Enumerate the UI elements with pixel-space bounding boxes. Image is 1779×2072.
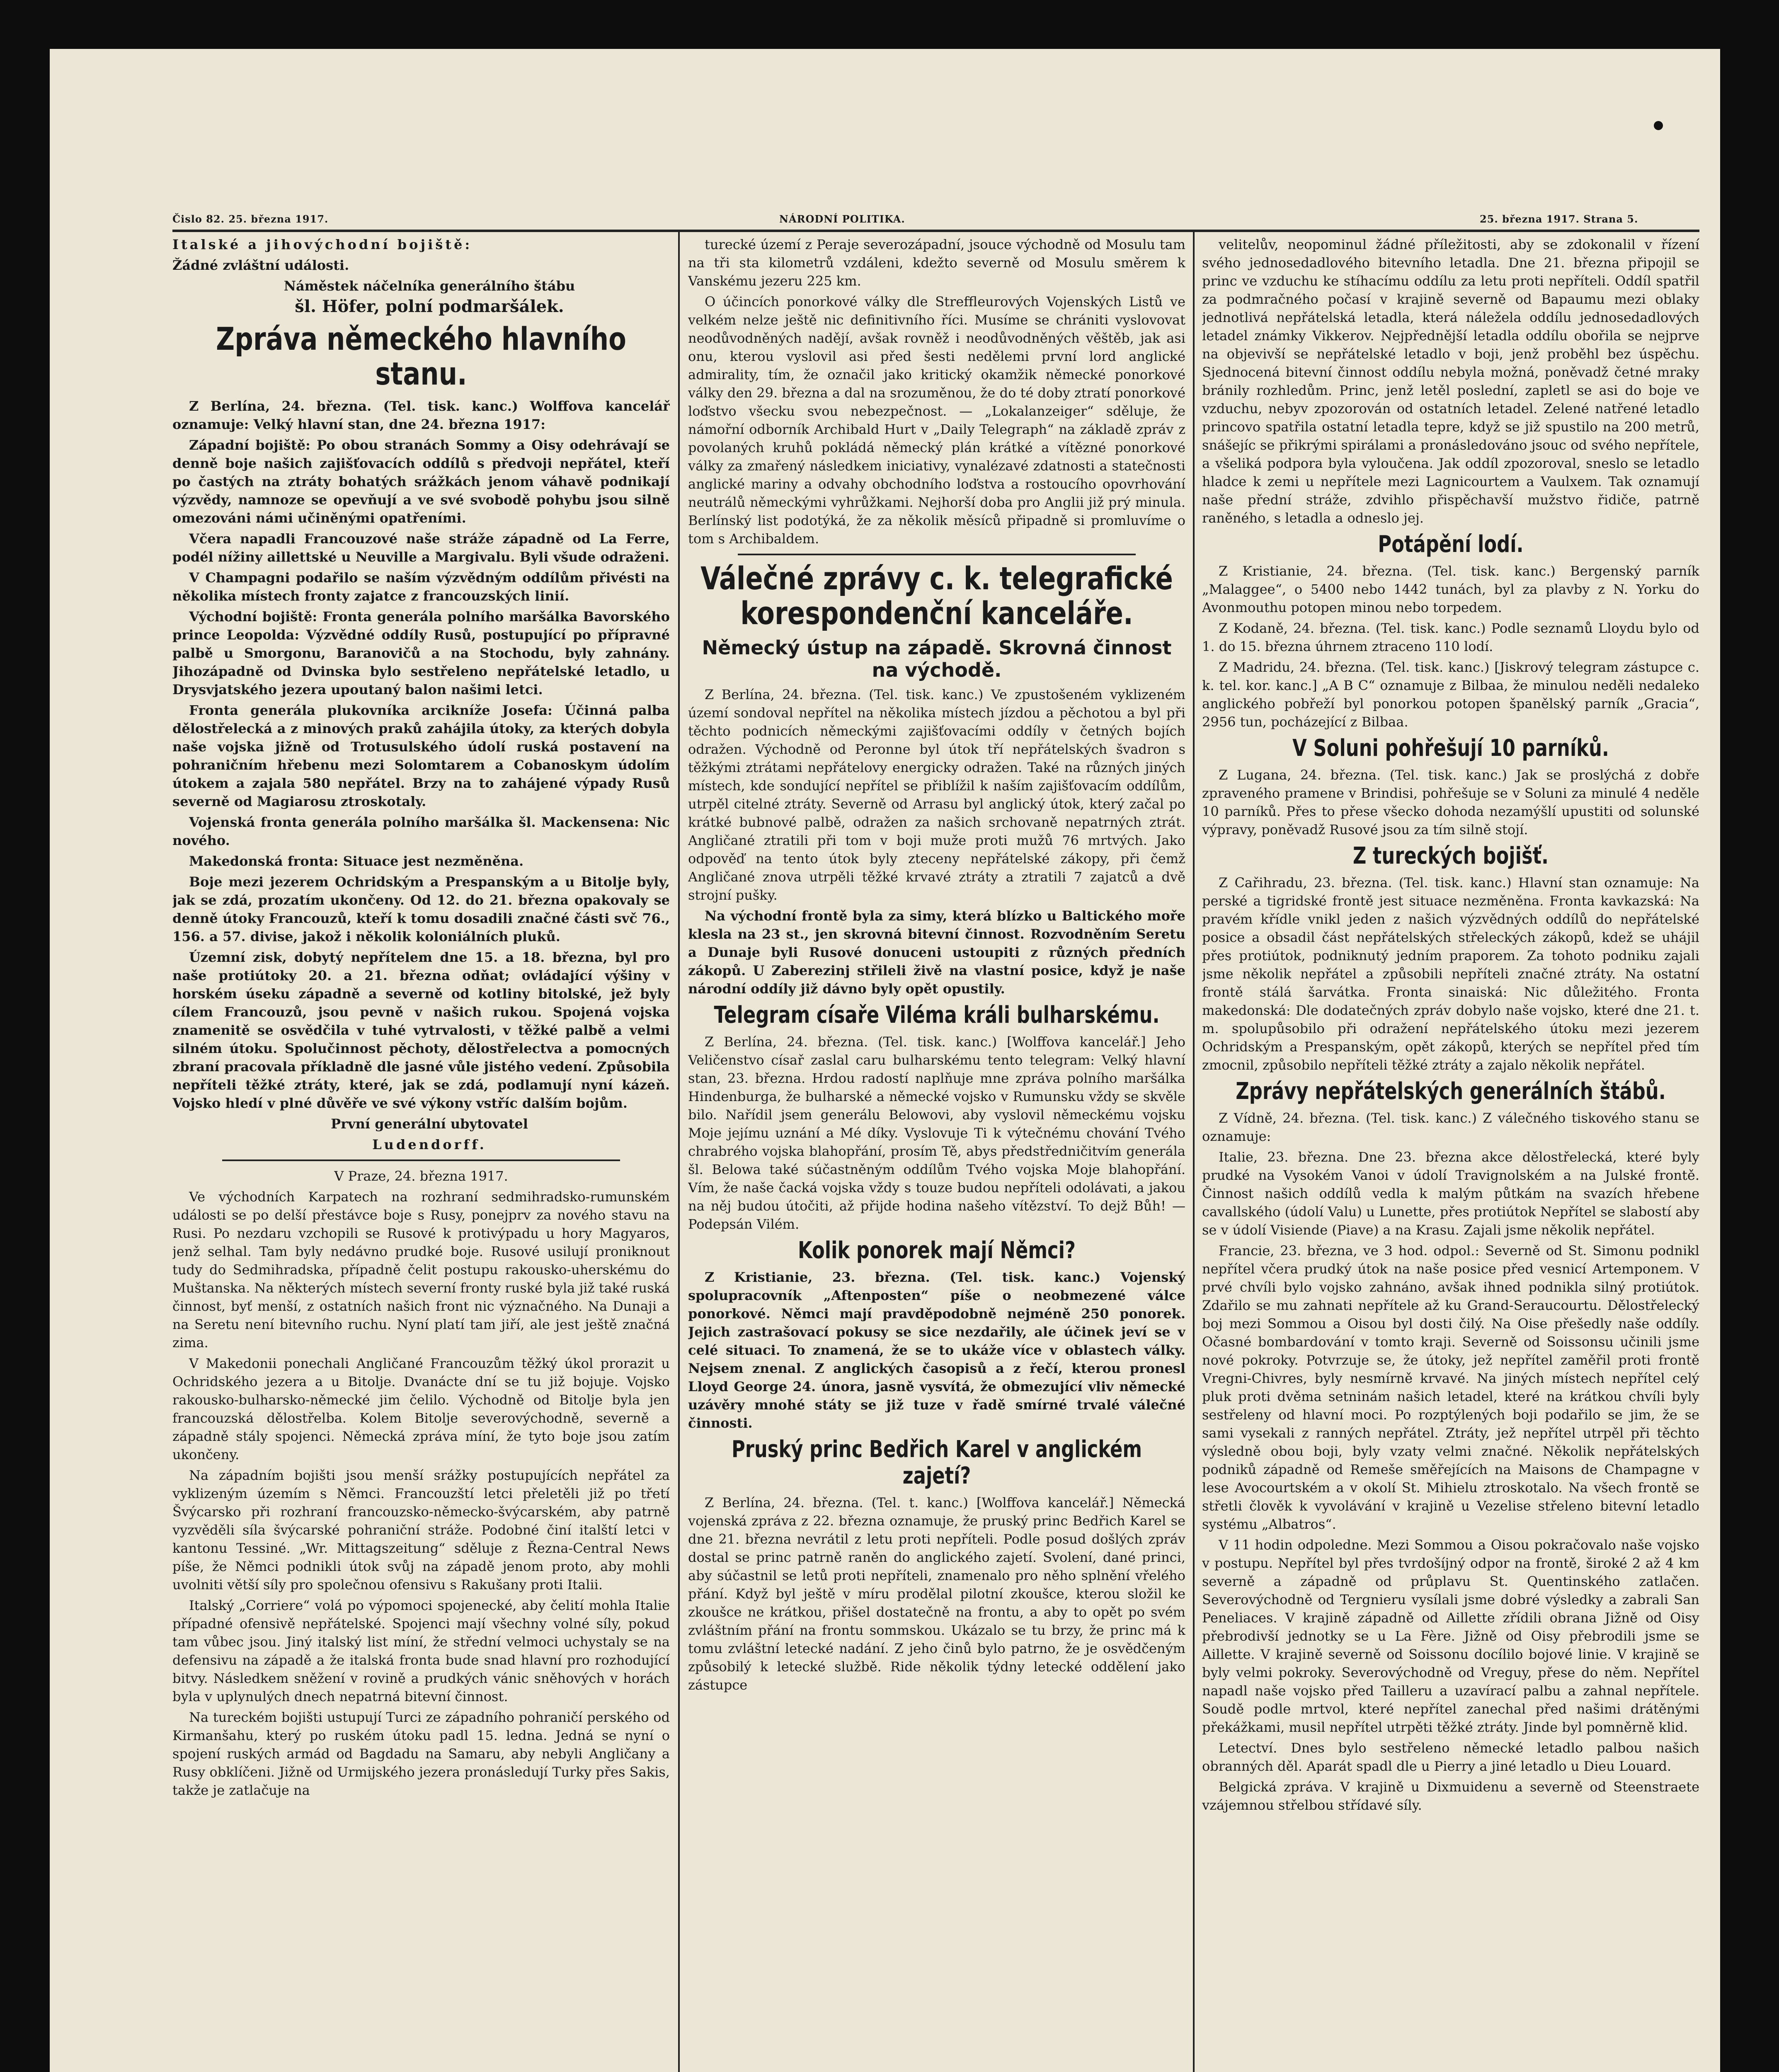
separator (222, 1159, 620, 1161)
newspaper-page (50, 49, 1720, 2072)
paragraph: Francie, 23. března, ve 3 hod. odpol.: Severně od St. Simonu podnikl nepřítel včera prudký útok na naše posice před vesnicí Artemponem. V prvé chvíli bylo vojsko zahnáno, avšak ihned podnikla silný protiútok. Zdařilo se mu zahnati nepřítele až ku Grand-Seraucourtu. Dělostřelecký boj mezi Sommou a Oisou byl dosti čilý. Na Oise přešedly naše oddíly. Očasné bombardování v tomto kraji. Severně od Soissonsu učinili jsme nové pokroky. Potvrzuje se, že útoky, jež nepřítel zaměřil proti frontě Vregni-Chivres, byly nesmírně krvavé. Na jiných místech nepřítel celý pluk proti dvěma setninám našich letadel, které na krátkou chvíli byly sestřeleny od hlavní moci. Po rozptýlených boji podařilo se jim, že se sami vysekali z ranných nepřátel. Ztráty, jež nepřítel utrpěl při těchto výsledně obou boji, byly vzaty velmi značné. Několik nepřátelských podniků západně od Remeše směřejících na Maisons de Champagne v lese Avocourtském a v okolí St. Mihielu ztroskotalo. Na všech frontě se střetli člověk k vyvolávání v krajině u Vezelise střeleno bitevní letadlo systému „Albatros“. (1202, 1243, 1699, 1532)
paragraph: Na východní frontě byla za simy, která blízko u Baltického moře klesla na 23 st., jen skrovná bitevní činnost. Rozvodněním Seretu a Dunaje byli Rusové donuceni ustoupiti z různých předních zákopů. U Zaberezinj střileli živě na vlastní posice, když je naše národní oddíly již dávno byly opět opustily. (688, 908, 1185, 997)
paragraph: Z Kristianie, 23. března. (Tel. tisk. kanc.) Vojenský spolupracovník „Aftenposten“ píše o neobmezené válce ponorkové. Němci mají pravděpodobně nejméně 250 ponorek. Jejich zastrašovací pokusy se sice nezdařily, ale účinek jeví se v celé situaci. To znamená, že se to ukáže více v oblastech války. Nejsem znenal. Z anglických časopisů a z řečí, kterou pronesl Lloyd George 24. února, jasně vysvítá, že obmezující vliv německé uzávěry mnohé státy se již tuze v řadě smírné trvalé válečné činnosti. (688, 1269, 1185, 1431)
article-title: Kolik ponorek mají Němci? (798, 1237, 1076, 1264)
column-1 (172, 235, 670, 2072)
header-rule (172, 230, 1699, 232)
paragraph: Na západním bojišti jsou menší srážky postupujících nepřátel za vyklizeným územím s Němci. Francouzští letci přeletěli již po třetí Švýcarsko při rozhraní francouzsko-německo-švýcarském, aby patrně vyzvěděli síla švýcarské pohraniční stráže. Podobné činí italští letci v kantonu Tessiné. „Wr. Mittagszeitung“ sděluje z Řezna-Central News píše, že Němci podnikli útok svůj na západě jenom proto, aby mohli uvolniti větší síly pro společnou ofensivu s Rakušany proti Italii. (172, 1467, 670, 1593)
paragraph: V Makedonii ponechali Angličané Francouzům těžký úkol prorazit u Ochridského jezera a u Bitolje. Dvanácte dní se tu již bojuje. Vojsko rakousko-bulharsko-německé jim čelilo. Východně od Bitolje byla jen francouzská dělostřelba. Kolem Bitolje severovýchodně, severně a západně stály spojenci. Německá zpráva míní, že tyto boje jsou zatím ukončeny. (172, 1356, 670, 1462)
paragraph: Z Madridu, 24. března. (Tel. tisk. kanc.) [Jiskrový telegram zástupce c. k. tel. kor. kanc.] „A B C“ oznamuje z Bilbaa, že minulou neděli nedaleko anglického pobřeží byl ponorkou potopen španělský parník „Gracia“, 2956 tun, pocházející z Bilbaa. (1202, 659, 1699, 730)
paragraph: turecké území z Peraje severozápadní, jsouce východně od Mosulu tam na tři sta kilometrů vzdáleni, kdežto severně od Mosulu směrem k Vanskému jezeru 225 km. (688, 237, 1185, 289)
article-title: Zpráva německého hlavního stanu. (216, 320, 626, 392)
paragraph: Boje mezi jezerem Ochridským a Prespanským a u Bitolje byly, jak se zdá, prozatím ukončeny. Od 12. do 21. března opakovaly se denně útoky Francouzů, kteří k tomu dosadili značné části svč 76., 156. a 57. divise, jakož i několik koloniálních pluků. (172, 874, 670, 944)
paragraph: V 11 hodin odpoledne. Mezi Sommou a Oisou pokračovalo naše vojsko v postupu. Nepřítel byl přes tvrdošíjný odpor na frontě, široké 2 až 4 km severně a západně od průplavu St. Quentinského zatlačen. Severovýchodně od Tergnieru vysílali jsme dobré výsledky a zabrali San Peneliaces. V krajině západně od Aillette zřídili obrana Jižně od Oisy přebrodivší jednotky se u La Fère. Jižně od Oisy přebrodili jsme se Aillette. V krajině severně od Soissonu docílilo bojové linie. V krajině se byly velmi pokroky. Severovýchodně od Vreguy, přese do něm. Nepřítel napadl naše vojsko před Tailleru a uzavírací palbu a zahnal nepřítele. Soudě podle mrtvol, které nepřítel zanechal před našimi drátěnými překážkami, musil nepřítel utrpěti těžké ztráty. Jinde byl pomněrně klid. (1202, 1537, 1699, 1735)
separator (738, 554, 1136, 555)
paragraph: Z Berlína, 24. března. (Tel. tisk. kanc.) [Wolffova kancelář.] Jeho Veličenstvo císař zaslal caru bulharskému tento telegram: Velký hlavní stan, 23. března. Hrdou radostí naplňuje mne zpráva polního maršálka Hindenburga, že bulharské a německé vojsko v Rumunsku vždy se skvěle bilo. Nařídil jsem generálu Belowovi, aby vyslovil německému vojsku Moje jejímu uznání a Mé díky. Vyslovuje Ti k výtečnému chování Tvého chrabrého vojska blahopřání, prosím Tě, abys předstředničitvím generála šl. Belowa také súčastněným oddílům Tvého vojska Moje blahopřání. Vím, že naše čacká vojska vždy s touze budou nepříteli odolávati, a jakou na něj budou útočiti, až přijde hodina našeho vítězství. To dejž Bůh! — Podepsán Vilém. (688, 1034, 1185, 1232)
paragraph: Z Lugana, 24. března. (Tel. tisk. kanc.) Jak se proslýchá z dobře zpraveného pramene v Brindisi, pohřešuje se v Soluni za minulé 4 neděle 10 parníků. Přes to přese všecko dohoda nezamýšlí upustiti od solunské výpravy, poněvadž Rusové jsou za tím silně stojí. (1202, 767, 1699, 838)
paragraph: Západní bojiště: Po obou stranách Sommy a Oisy odehrávají se denně boje našich zajišťovacích oddílů s předvoji nepřátel, kteří po častých na ztráty bohatých srážkách jenom váhavě podnikají výzvědy, namnoze se opevňují a ve své svobodě pohybu jsou silně omezováni námi učiněnými opatřeními. (172, 437, 670, 526)
scan-speck (1654, 121, 1663, 130)
masthead: NÁRODNÍ POLITIKA. (779, 213, 905, 225)
paragraph: Východní bojiště: Fronta generála polního maršálka Bavorského prince Leopolda: Výzvědné oddíly Rusů, postupující po přípravné palbě u Smorgonu, Baranovičů a na Stochodu, byly zahnány. Jihozápadně od Dvinska bylo sestřeleno nepřátelské letadlo, u Drysvjatského jezera upoutaný balon našimi letci. (172, 609, 670, 697)
paragraph: Letectví. Dnes bylo sestřeleno německé letadlo palbou našich obranných děl. Aparát spadl dle u Pierry a jiné letadlo u Dieu Louard. (1202, 1740, 1699, 1774)
paragraph: O účincích ponorkové války dle Streffleurových Vojenských Listů ve velkém nelze ještě nic definitivního říci. Musíme se chrániti vyslovovat neodůvodněných nadějí, avšak rovněž i neodůvodněných věštěb, jak asi onu, kterou vyslovil asi před šesti nedělemi první lord anglické admirality, tím, že označil jako kritický okamžik německé ponorkové války den 29. března a dal na srozuměnou, že do té doby ztratí ponorkové loďstvo všecku svou nebezpečnost. — „Lokalanzeiger“ sděluje, že námořní odborník Archibald Hurt v „Daily Telegraph“ na základě zpráv z povolaných kruhů pokládá německý plán krátké a vítězné ponorkové války za zmařený následkem iniciativy, vynalézavé zdatnosti a statečnosti anglické mariny a odvahy obchodního loďstva a rostoucího opovrhování neutrálů německými vyhrůžkami. Nejhorší doba pro Anglii již prý minula. Berlínský list podotýká, že za několik měsíců připadně si promluvíme o tom s Archibaldem. (688, 294, 1185, 547)
lead-heading: Italské a jihovýchodní bojiště: (172, 237, 473, 252)
paragraph: Včera napadli Francouzové naše stráže západně od La Ferre, podél nížiny aillettské u Neuville a Margivalu. Byli všude odraženi. (172, 531, 670, 565)
header-left: Čislo 82. 25. března 1917. (172, 213, 329, 225)
paragraph: Makedonská fronta: Situace jest nezměněna. (189, 853, 524, 869)
signature-name: Ludendorff. (372, 1137, 487, 1152)
signature-name: šl. Höfer, polní podmaršálek. (295, 297, 564, 316)
column-divider (678, 231, 680, 2072)
paragraph: Z Kristianie, 24. března. (Tel. tisk. kanc.) Bergenský parník „Malaggee“, o 5400 nebo 1442 tunách, byl za plavby z N. Yorku do Avonmouthu potopen minou nebo torpedem. (1202, 563, 1699, 615)
signature-title: První generální ubytovatel (331, 1116, 528, 1132)
paragraph: Belgická zpráva. V krajině u Dixmuidenu a severně od Steenstraete vzájemnou střelbou střídavé síly. (1202, 1779, 1699, 1813)
signature-title: Náměstek náčelníka generálního štábu (284, 278, 575, 294)
article-title: Německý ústup na západě. Skrovná činnost na východě. (702, 637, 1172, 681)
paragraph: Z Berlína, 24. března. (Tel. t. kanc.) [Wolffova kancelář.] Německá vojenská zpráva z 22. března oznamuje, že pruský princ Bedřich Karel se dne 21. března nevrátil z letu proti nepříteli. Podle posud došlých zpráv dostal se princ patrně raněn do anglického zajetí. Svolení, dané princi, aby súčastnil se letů proti nepříteli, znamenalo pro něho splnění vřelého přání. Když byl ještě v míru prodělal pilotní zkoušce, kterou složil ke zkoušce ne krátkou, přišel dostatečně na frontu, a aby to opět po svém zvláštním přání na frontu sommskou. Ukázalo se tu brzy, že princ má k tomu zvláštní letecké nadání. Z jeho činů bylo patrno, že je osvědčeným způsobilý k letecké službě. Ride několik týdny letecké oddělení jako zástupce (688, 1495, 1185, 1693)
lead-text: Žádné zvláštní události. (172, 257, 349, 273)
paragraph: Italie, 23. března. Dne 23. března akce dělostřelecká, které byly prudké na Vysokém Vanoi v údolí Travignolském a na Julské frontě. Činnost našich oddílů vedla k malým půtkám na svazích hřebene cavallského (údolí Valu) u Lunette, přes protiútok Nepřítel se slabostí aby se v údolí Visiende (Piave) a na Krasu. Zajali jsme několik nepřátel. (1202, 1149, 1699, 1238)
paragraph: Na tureckém bojišti ustupují Turci ze západního pohraničí perského od Kirmanšahu, který po ruském útoku padl 15. ledna. Jedná se nyní o spojení ruských armád od Bagdadu na Samaru, aby nebyli Angličany a Rusy obklíčeni. Jižně od Urmijského jezera pronásledují Turky přes Sakis, takže je zatlačuje na (172, 1709, 670, 1798)
paragraph: Fronta generála plukovníka arcikníže Josefa: Účinná palba dělostřelecká a z minových praků zahájila útoky, za kterých dobyla naše vojska jižně od Trotusulského údolí ruská postavení na pohraničním hřebenu mezi Solomtarem a Cobanoskym údolím útokem a zajala 580 nepřátel. Brzy na to zahájené výpady Rusů severně od Magiarosu ztroskotaly. (172, 702, 670, 809)
column-divider (1193, 231, 1195, 2072)
column-2 (688, 235, 1185, 2072)
article-title: Z tureckých bojišť. (1352, 842, 1549, 869)
paragraph: Územní zisk, dobytý nepřítelem dne 15. a 18. března, byl pro naše protiútoky 20. a 21. března odňat; ovládající výšiny v horském úseku západně a severně od kotliny bitolské, jež byly cílem Francouzů, jsou pevně v našich rukou. Spojená vojska znamenitě se osvědčila v tuhé vytrvalosti, v těžké palbě a velmi silném útoku. Spolučinnost pěchoty, dělostřelectva a pomocných zbraní pracovala příkladně dle jasné vůle jistého vedení. Způsobila nepříteli těžké ztráty, které, jak se zdá, podlamují nyní kázeň. Vojsko hledí v plné důvěře ve své výkony vstříc dalším bojům. (172, 949, 670, 1111)
section-title: Válečné zprávy c. k. telegrafické korespondenční kanceláře. (700, 560, 1173, 632)
dateline: V Praze, 24. března 1917. (334, 1168, 508, 1184)
header-right: 25. března 1917. Strana 5. (1480, 213, 1638, 225)
paragraph: velitelův, neopominul žádné příležitosti, aby se zdokonalil v řízení svého jednosedadlového bitevního letadla. Dne 21. března připojil se princ ve vzduchu ke stíhacímu oddílu za letu proti nepříteli. Oddíl spatřil za podmračného počasí v krajině severně od Bapaumu mezi oblaky jednotlivá nepřátelská letadla, která náležela oddílu jednosedadlových letadel známky Vikkerov. Nejpřednější letadla oddílu obořila se nejprve na objevivší se nepřátelské letadlo v boji, jenž proběhl bez úspěchu. Sjednocená bitevní činnost oddílu nebyla možná, poněvadž četné mraky bránily rozhledům. Princ, jenž letěl poslední, zapletl se asi do boje ve vzduchu, nebyv zpozorován od ostatních letadel. Zelené natřené letadlo princovo spatřila ostatní letadla tepre, když se již spustilo na 200 metrů, snášejíc se přikrými spirálami a pronásledováno jsouc od svého nepřítele, a všeliká podpora byla vyloučena. Jak oddíl zpozoroval, sneslo se letadlo hladce k zemi u nepřítele mezi Lagnicourtem a Vaulxem. Tak oznamují naše přední stráže, zdvihlo přispěchavší mužstvo řidiče, patrně raněného, s letadla a odneslo jej. (1202, 237, 1699, 526)
paragraph: Z Vídně, 24. března. (Tel. tisk. kanc.) Z válečného tiskového stanu se oznamuje: (1202, 1110, 1699, 1144)
paragraph: Z Berlína, 24. března. (Tel. tisk. kanc.) Wolffova kancelář oznamuje: Velký hlavní stan, dne 24. března 1917: (172, 398, 670, 432)
paragraph: Z Cařihradu, 23. března. (Tel. tisk. kanc.) Hlavní stan oznamuje: Na perské a tigridské frontě jest situace nezměněna. Fronta kavkazská: Na pravém křídle vnikl jeden z našich výzvědných oddílů do nepřátelské posice a obsadil část nepřátelských střeleckých zákopů, kdež se uhájil přes protiútok, podniknutý jedním praporem. Za tohoto podniku zajali jsme několik nepřátel a způsobili nepříteli značné ztráty. Na ostatní frontě stálá šarvátka. Fronta sinaiská: Nic důležitého. Fronta makedonská: Dle dodatečných zpráv dobylo naše vojsko, které dne 21. t. m. spolupůsobilo při odražení nepřátelského útoku mezi jezerem Ochridským a Prespanským, opět zákopů, kterých se nepřítel před tím zmocnil, způsobilo nepříteli těžké ztráty a zajalo několik nepřátel. (1202, 875, 1699, 1073)
article-title: Pruský princ Bedřich Karel v anglickém zajetí? (731, 1436, 1142, 1489)
paragraph: Italský „Corriere“ volá po výpomoci spojenecké, aby čelití mohla Italie případné ofensivě nepřátelské. Spojenci mají všechny volné síly, pokud tam vůbec jsou. Jiný italský list míní, že střední velmoci uchystaly se na defensivu na západě a že italská fronta bude snad hlavní pro rozhodující bitvy. Následkem sněžení v rovině a prudkých vánic sněhových v horách byla v uplynulých dnech nepatrná bitevní činnost. (172, 1598, 670, 1704)
paragraph: V Champagni podařilo se naším výzvědným oddílům přivésti na několika místech fronty zajatce z francouzských linií. (172, 570, 670, 604)
article-title: V Soluni pohřešují 10 parníků. (1292, 735, 1609, 762)
paragraph: Z Berlína, 24. března. (Tel. tisk. kanc.) Ve zpustošeném vyklizeném území sondoval nepřítel na několika místech jízdou a pěchotou a byl při těchto podnicích německými zajišťovacími oddíly v četných bojích odražen. Východně od Peronne byl útok tří nepřátelských švadron s těžkými ztrátami nepřátelovy energicky odražen. Také na různých jiných místech, kde sondující nepřítel se přiblížil k naším zajišťovacím oddílům, utrpěl citelné ztráty. Severně od Arrasu byl anglický útok, který začal po krátké bubnové palbě, odražen za našich srchovaně nepatrných ztrát. Angličané ztratili při tom v boji muže proti mužů 76 mrtvých. Jako odpověď na tento útok byly zteceny nepřátelské zákopy, při čemž Angličané znova utrpěli těžké krvavé ztráty a ztratili 7 zajatců a dvě strojní pušky. (688, 687, 1185, 903)
paragraph: Z Kodaně, 24. března. (Tel. tisk. kanc.) Podle seznamů Lloydu bylo od 1. do 15. března úhrnem ztraceno 110 lodí. (1202, 620, 1699, 654)
article-title: Potápění lodí. (1378, 531, 1524, 558)
paragraph: Ve východních Karpatech na rozhraní sedmihradsko-rumunském události se po delší přestávce boje s Rusy, ponejprv za nového stavu na Rusi. Po nezdaru vzchopili se Rusové k protivýpadu u hory Magyaros, jenž selhal. Tam byly nedávno prudké boje. Rusové usilují proniknout tudy do Sedmihradska, případně čelit postupu rakousko-uherskému do Muštanska. Na některých místech severní fronty ruské byla již také ruská činnost, byť menší, z ostatních našich front nic význačného. Na Dunaji a na Seretu není bitevního ruchu. Nyní platí tam jiří, ale jest ještě značná zima. (172, 1189, 670, 1351)
article-title: Zprávy nepřátelských generálních štábů. (1236, 1078, 1666, 1105)
article-title: Telegram císaře Viléma králi bulharskému. (714, 1002, 1160, 1029)
column-3 (1202, 235, 1699, 2072)
paragraph: Vojenská fronta generála polního maršálka šl. Mackensena: Nic nového. (172, 814, 670, 848)
